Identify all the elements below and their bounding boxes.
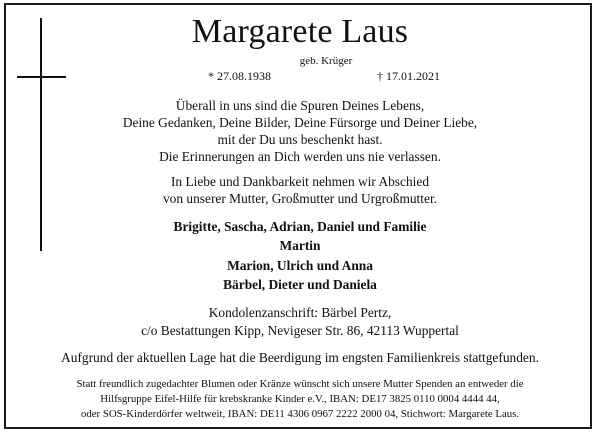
donation-line: Hilfsgruppe Eifel-Hilfe für krebskranke Kinder e.V., IBAN: DE17 3825 0110 0004 4444 44, bbox=[100, 393, 500, 405]
verse-line: Die Erinnerungen an Dich werden uns nie verlassen. bbox=[159, 149, 441, 164]
funeral-note: Aufgrund der aktuellen Lage hat die Beerdigung im engsten Familienkreis stattgefunden. bbox=[61, 350, 539, 365]
family-line: Martin bbox=[279, 238, 321, 253]
condolence-line: Kondolenzanschrift: Bärbel Pertz, bbox=[208, 305, 392, 320]
verse-line: Deine Gedanken, Deine Bilder, Deine Fürsorge und Deiner Liebe, bbox=[122, 115, 478, 130]
farewell-line: von unserer Mutter, Großmutter und Urgroßmutter. bbox=[162, 191, 438, 206]
family-line: Marion, Ulrich und Anna bbox=[227, 258, 373, 273]
birth-name: geb. Krüger bbox=[299, 55, 353, 67]
deceased-name: Margarete Laus bbox=[191, 13, 409, 50]
birth-date: * 27.08.1938 bbox=[208, 69, 271, 83]
verse-line: mit der Du uns beschenkt hast. bbox=[217, 132, 383, 147]
death-date: † 17.01.2021 bbox=[377, 69, 440, 83]
family-line: Brigitte, Sascha, Adrian, Daniel und Familie bbox=[173, 219, 427, 234]
verse-line: Überall in uns sind die Spuren Deines Lebens, bbox=[175, 98, 425, 113]
condolence-line: c/o Bestattungen Kipp, Nevigeser Str. 86, 42113 Wuppertal bbox=[141, 323, 459, 338]
donation-line: Statt freundlich zugedachter Blumen oder Kränze wünscht sich unsere Mutter Spenden an entweder die bbox=[76, 378, 524, 390]
family-line: Bärbel, Dieter und Daniela bbox=[223, 277, 377, 292]
donation-line: oder SOS-Kinderdörfer weltweit, IBAN: DE11 4306 0967 2222 2000 04, Stichwort: Margarete Laus. bbox=[80, 408, 520, 420]
farewell-line: In Liebe und Dankbarkeit nehmen wir Abschied bbox=[170, 174, 430, 189]
cross-icon-horizontal bbox=[17, 76, 66, 78]
